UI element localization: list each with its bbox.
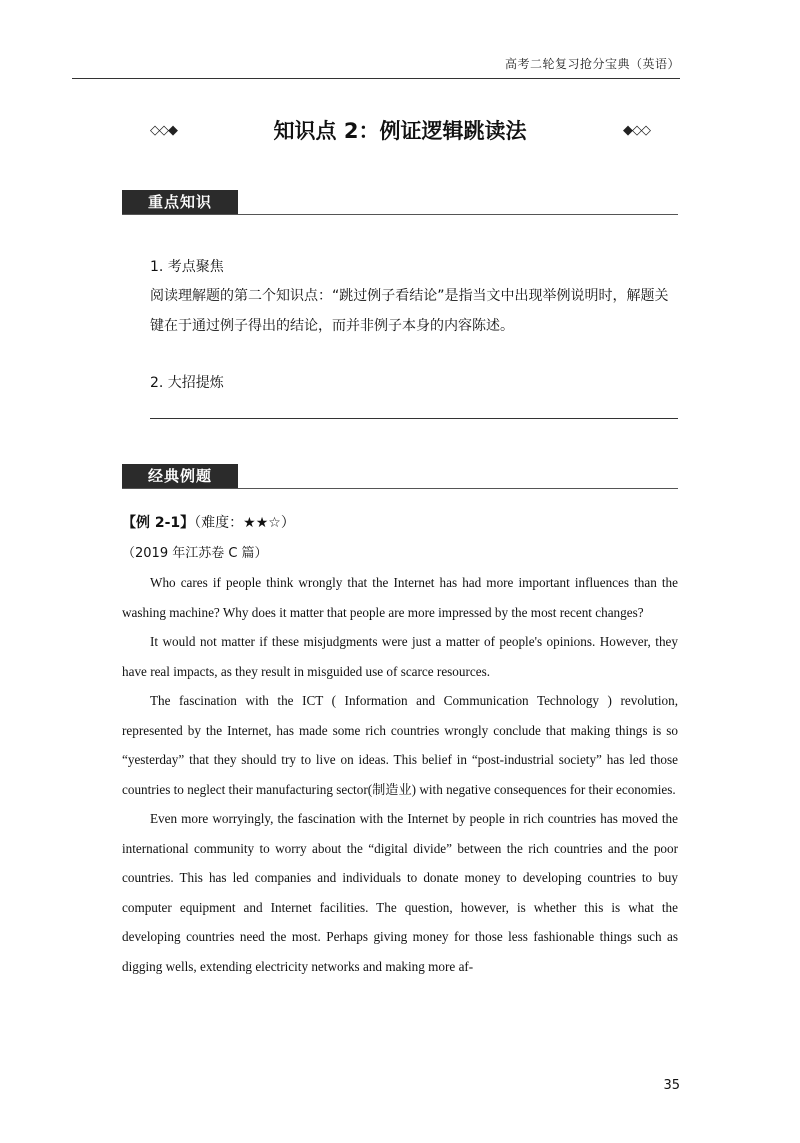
passage-paragraph: Who cares if people think wrongly that the Internet has had more important influences than the washing machine? Why does it matter that people are more impressed by the most recent changes? [122, 575, 678, 620]
page-title: 知识点 2：例证逻辑跳读法 [273, 119, 527, 143]
main-title-row [150, 115, 650, 155]
reading-passage [122, 568, 678, 981]
answer-blank-line [150, 418, 678, 419]
running-header-title: 高考二轮复习抢分宝典（英语） [504, 57, 680, 71]
passage-paragraph: The fascination with the ICT ( Information and Communication Technology ) revolution, represented by the Internet, has made some rich countries wrongly conclude that making things is so “yesterday” that they should try to live on ideas. This belief in “post-industrial society” has led those countries to neglect their manufacturing sector(制造业) with negative consequences for their economies. [122, 693, 678, 797]
passage-paragraph: It would not matter if these misjudgments were just a matter of people's opinions. However, they have real impacts, as they result in misguided use of scarce resources. [122, 634, 678, 679]
title-decoration-left-icon: ◇◇◆ [150, 123, 177, 138]
subheading-focus: 1. 考点聚焦 [150, 259, 224, 275]
title-decoration-right-icon: ◆◇◇ [623, 123, 650, 138]
section-heading-examples [122, 464, 678, 489]
passage-paragraph: Even more worryingly, the fascination with the Internet by people in rich countries has moved the international community to worry about the “digital divide” between the rich countries and the poor countries. This has led companies and individuals to donate money to developing countries to buy computer equipment and Internet facilities. The question, however, is whether this is what the developing countries need the most. Perhaps giving money for those less fashionable things such as digging wells, extending electricity networks and making more af- [122, 811, 678, 974]
subheading-tips: 2. 大招提炼 [150, 375, 224, 391]
example-label [122, 512, 295, 532]
header-divider [72, 78, 680, 79]
section-label: 经典例题 [122, 464, 238, 488]
example-difficulty: （难度：★★☆） [194, 515, 295, 531]
example-tag: 【例 2-1】 [122, 515, 195, 531]
focus-paragraph: 阅读理解题的第二个知识点：“跳过例子看结论”是指当文中出现举例说明时，解题关键在于通过例子得出的结论，而并非例子本身的内容陈述。 [150, 288, 669, 334]
example-source: （2019 年江苏卷 C 篇） [122, 546, 268, 561]
section-label: 重点知识 [122, 190, 238, 214]
page-number: 35 [663, 1078, 680, 1093]
section-heading-key-knowledge [122, 190, 678, 215]
